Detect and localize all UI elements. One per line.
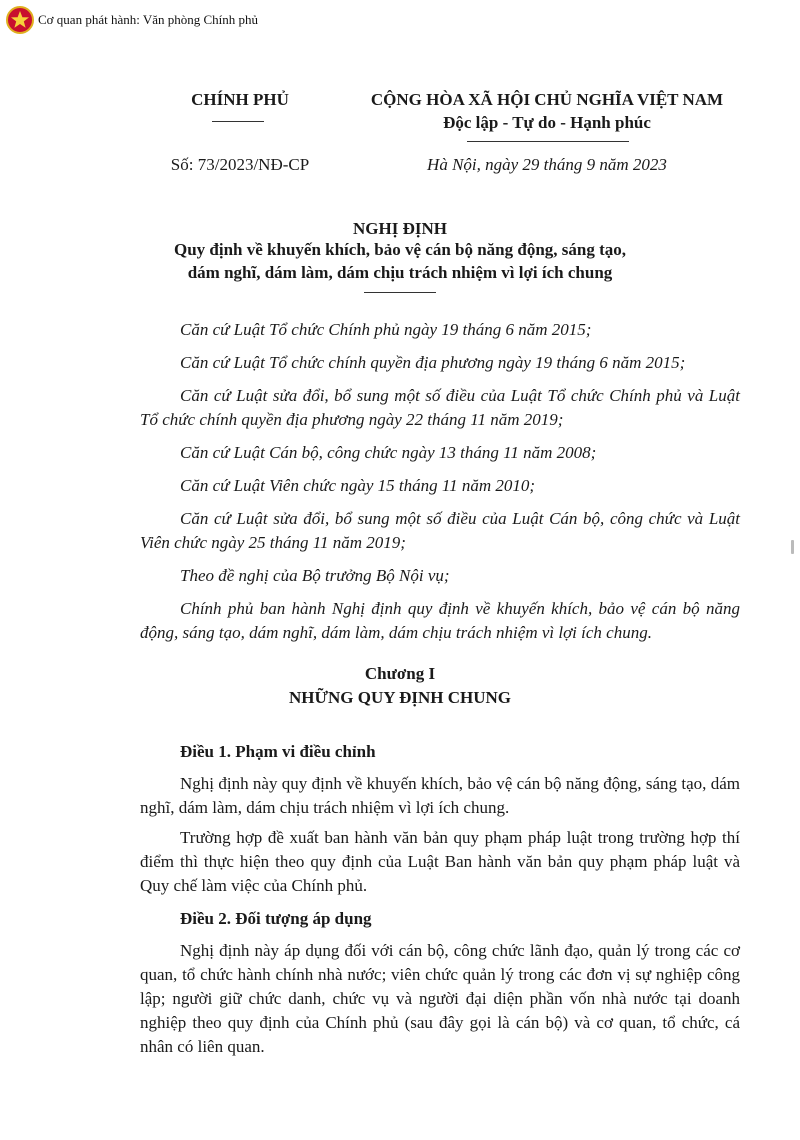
article-1-paragraph-2: Trường hợp đề xuất ban hành văn bản quy phạm pháp luật trong trường hợp thí điểm thì thực hiện theo quy định của Luật Ban hành văn bản quy phạm pháp luật và Quy chế làm việc của Chính phủ. xyxy=(140,828,740,895)
document-number: Số: 73/2023/NĐ-CP xyxy=(170,155,310,174)
preamble-5: Căn cứ Luật Viên chức ngày 15 tháng 11 năm 2010; xyxy=(180,476,536,495)
preamble-3: Căn cứ Luật sửa đổi, bổ sung một số điều của Luật Tổ chức Chính phủ và Luật Tổ chức chính quyền địa phương ngày 22 tháng 11 năm 2019; xyxy=(140,386,740,429)
article-1-heading: Điều 1. Phạm vi điều chỉnh xyxy=(180,742,376,761)
preamble-8: Chính phủ ban hành Nghị định quy định về khuyến khích, bảo vệ cán bộ năng động, sáng tạo, dám nghĩ, dám làm, dám chịu trách nhiệm vì lợi ích chung. xyxy=(140,599,740,642)
preamble-2: Căn cứ Luật Tổ chức chính quyền địa phương ngày 19 tháng 6 năm 2015; xyxy=(180,353,686,372)
national-emblem-icon xyxy=(6,6,34,34)
document-subject-line-1: Quy định về khuyến khích, bảo vệ cán bộ năng động, sáng tạo, xyxy=(173,240,627,259)
preamble-7: Theo đề nghị của Bộ trưởng Bộ Nội vụ; xyxy=(180,566,450,585)
issuer-bar xyxy=(6,6,258,34)
preamble-4: Căn cứ Luật Cán bộ, công chức ngày 13 tháng 11 năm 2008; xyxy=(180,443,597,462)
preamble-1: Căn cứ Luật Tổ chức Chính phủ ngày 19 tháng 6 năm 2015; xyxy=(180,320,592,339)
preamble-6: Căn cứ Luật sửa đổi, bổ sung một số điều của Luật Cán bộ, công chức và Luật Viên chức ngày 25 tháng 11 năm 2019; xyxy=(140,509,740,552)
scan-artifact xyxy=(791,540,794,554)
agency-name: CHÍNH PHỦ xyxy=(191,90,289,109)
article-2-heading: Điều 2. Đối tượng áp dụng xyxy=(180,909,372,928)
national-motto: Độc lập - Tự do - Hạnh phúc xyxy=(443,113,651,132)
document-subject-line-2: dám nghĩ, dám làm, dám chịu trách nhiệm vì lợi ích chung xyxy=(187,263,613,282)
place-and-date: Hà Nội, ngày 29 tháng 9 năm 2023 xyxy=(427,155,667,174)
document-type: NGHỊ ĐỊNH xyxy=(353,219,447,238)
title-underline xyxy=(364,292,436,293)
country-name: CỘNG HÒA XÃ HỘI CHỦ NGHĨA VIỆT NAM xyxy=(370,90,724,109)
article-1-paragraph-1: Nghị định này quy định về khuyến khích, bảo vệ cán bộ năng động, sáng tạo, dám nghĩ, dám làm, dám chịu trách nhiệm vì lợi ích chung. xyxy=(140,774,740,817)
motto-underline xyxy=(467,141,629,142)
issuer-text: Cơ quan phát hành: Văn phòng Chính phủ xyxy=(38,12,259,27)
article-2-paragraph-1: Nghị định này áp dụng đối với cán bộ, công chức lãnh đạo, quản lý trong các cơ quan, tổ chức hành chính nhà nước; viên chức quản lý trong các đơn vị sự nghiệp công lập; người giữ chức danh, chức vụ và người đại diện phần vốn nhà nước tại doanh nghiệp theo quy định của Chính phủ (sau đây gọi là cán bộ) và cơ quan, tổ chức, cá nhân có liên quan. xyxy=(140,941,740,1056)
chapter-number: Chương I xyxy=(364,664,436,683)
chapter-title: NHỮNG QUY ĐỊNH CHUNG xyxy=(288,688,512,707)
agency-underline xyxy=(212,121,264,122)
